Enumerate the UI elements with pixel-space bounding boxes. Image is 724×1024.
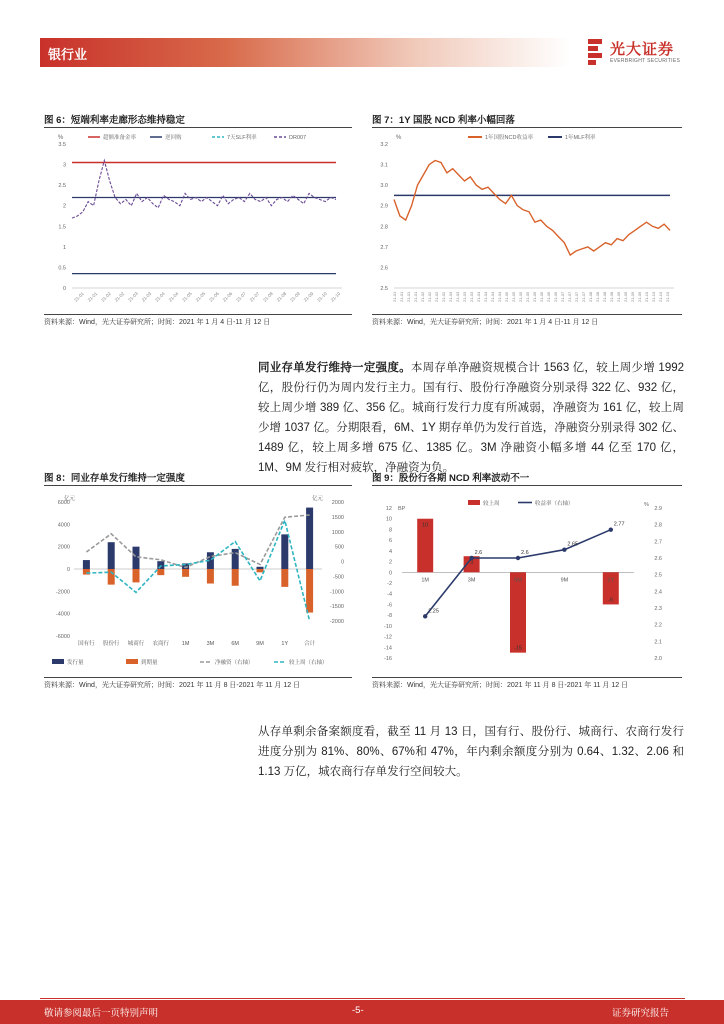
fig8-bar-maturity [157,569,164,575]
fig9-chart [372,488,682,676]
fig9-xtick-label: 6M [514,577,522,584]
fig7-xtick-label: 21-01 [406,291,411,302]
fig8-ytick-left: 4000 [57,522,70,529]
fig6-ytick-label: 2 [62,203,66,210]
fig7-xtick-label: 21-10 [658,291,663,302]
fig9-ytick-right: 2.5 [654,572,662,579]
fig7-xtick-label: 21-10 [665,291,670,302]
fig7-xtick-label: 21-04 [490,291,495,302]
brand-name: 光大证券 [610,41,675,58]
fig8-xtick-label: 9M [256,641,264,647]
fig8-xtick-label: 3M [206,641,215,647]
fig9-ytick-left: 0 [388,570,392,577]
fig6-ytick-label: 0 [62,286,66,292]
fig7-xtick-label: 21-03 [448,291,453,302]
fig7-xtick-label: 21-02 [434,291,439,302]
fig9-ytick-left: -6 [387,602,392,609]
fig6-xtick-label: 21-08 [262,291,274,303]
fig8-ytick-right: 2000 [331,500,344,506]
fig9-line-data-label: 2.6 [474,550,483,556]
fig7-xtick-label: 21-06 [553,291,558,302]
fig9-ytick-right: 2.4 [654,589,662,596]
fig8-line-net-financing [86,515,309,568]
fig6-xtick-label: 21-04 [167,291,180,303]
fig9-ytick-left: -2 [387,581,392,587]
fig6-xtick-label: 21-02 [100,291,112,303]
fig6-chart [44,130,354,313]
fig6-xtick-label: 21-10 [329,291,342,303]
fig6-xtick-label: 21-06 [221,291,234,303]
fig9-title-rule [372,485,682,486]
brand-logo-icon [588,39,602,65]
fig6-title-rule [44,127,352,128]
fig9-title: 图 9：股份行各期 NCD 利率波动不一 [372,473,530,484]
fig6-title: 图 6：短端利率走廊形态维持稳定 [44,115,185,126]
fig9-ytick-left: 12 [385,506,392,512]
fig6-ytick-label: 1 [62,244,66,251]
fig7-ytick-label: 3.2 [380,142,388,148]
fig8-unit-right: 亿元 [312,496,324,502]
fig6-xtick-label: 21-08 [275,291,288,303]
fig9-ytick-right: 2.7 [654,539,662,546]
fig7-xtick-label: 21-09 [623,291,628,302]
fig9-ytick-right: 2.6 [654,556,662,562]
fig8-legend-label: 发行量 [67,660,84,666]
fig6-ytick-label: 0.5 [58,265,66,272]
paragraph-ncd-quota: 从存单剩余备案额度看，截至 11 月 13 日，国有行、股份行、城商行、农商行发行进度分别为 81%、80%、67%和 47%，年内剩余额度分别为 0.64、1.32、2.06 和 1.13 万亿，城农商行存单发行空间较大。 [258,726,684,778]
fig8-bar-maturity [133,569,140,582]
fig9-ytick-left: -12 [384,634,392,641]
fig7-ytick-label: 2.9 [380,203,388,210]
fig9-ytick-left: -10 [384,623,392,630]
footer-rule [40,998,685,999]
fig8-xtick-label: 城商行 [127,641,145,647]
fig9-xtick-label: 1M [421,577,430,584]
fig7-xtick-label: 21-02 [427,291,432,302]
fig9-ytick-left: 4 [388,548,392,555]
fig8-legend-label: 净融资（右轴） [215,660,254,666]
fig9-ytick-left: -4 [387,591,392,598]
fig7-xtick-label: 21-07 [581,291,586,302]
fig6-xtick-label: 21-01 [73,291,85,303]
section-title: 银行业 [48,47,88,62]
fig9-bottom-rule [372,677,682,678]
fig9-line-data-label: 2.65 [567,541,579,548]
fig8-bar-maturity [232,569,239,586]
fig8-ytick-left: 0 [66,567,70,573]
fig9-ytick-right: 2.3 [654,606,662,612]
fig9-legend-swatch [468,500,480,505]
fig9-ytick-right: 2.0 [654,656,662,662]
fig9-unit-right: % [644,502,649,508]
fig6-xtick-label: 21-09 [302,291,315,303]
fig6-xtick-label: 21-07 [248,291,261,303]
fig8-bar-issuance [108,542,115,569]
fig7-xtick-label: 21-04 [483,291,488,302]
fig6-xtick-label: 21-05 [194,291,207,303]
fig9-line-point [423,614,427,618]
fig8-bar-issuance [83,560,90,569]
fig8-unit-left: 亿元 [64,496,76,502]
fig8-xtick-label: 国有行 [78,641,95,647]
fig9-xtick-label: 3M [467,577,476,584]
fig7-xtick-label: 21-10 [644,291,649,302]
fig9-bar-wow-change [510,572,526,652]
fig8-bar-issuance [281,534,288,569]
fig9-source: 资料来源：Wind，光大证券研究所；时间：2021 年 11 月 8 日-2021 年 11 月 12 日 [372,682,629,689]
fig7-xtick-label: 21-05 [511,291,516,302]
fig8-bar-maturity [207,569,214,584]
fig6-bottom-rule [44,314,352,315]
fig9-line-data-label: 2.77 [613,521,625,528]
fig7-chart [372,130,682,313]
fig8-bar-issuance [232,549,239,569]
fig7-series-ncd [394,161,670,256]
fig9-line-point [609,527,613,531]
fig8-xtick-label: 6M [231,641,240,647]
fig9-bar-data-label: -15 [514,645,522,652]
fig7-title: 图 7：1Y 国股 NCD 利率小幅回落 [372,115,515,126]
fig6-source: 资料来源：Wind，光大证券研究所；时间：2021 年 1 月 4 日-11 月 12 日 [44,319,271,326]
fig7-xtick-label: 21-08 [602,291,607,302]
fig8-xtick-label: 1M [181,641,190,647]
fig8-ytick-right: 1000 [331,529,344,536]
fig8-xtick-label: 合计 [304,641,316,647]
fig8-ytick-right: -2000 [329,619,344,626]
fig7-ytick-label: 3.0 [380,183,388,190]
fig7-bottom-rule [372,314,682,315]
fig7-legend-label: 1年国股NCD收益率 [485,135,533,141]
fig9-ytick-left: 2 [388,559,392,566]
fig6-xtick-label: 21-03 [127,291,139,303]
fig8-bar-maturity [281,569,288,587]
fig9-line-point [469,556,473,560]
fig7-xtick-label: 21-10 [651,291,656,302]
fig6-ytick-label: 2.5 [58,183,66,190]
fig7-xtick-label: 21-06 [546,291,551,302]
fig9-xtick-label: 9M [560,577,569,584]
fig7-xtick-label: 21-07 [574,291,579,302]
brand-logo [588,36,698,70]
fig8-ytick-right: -500 [332,574,344,581]
fig6-legend-label: 7天SLF利率 [227,135,257,141]
fig7-xtick-label: 21-06 [532,291,537,302]
fig9-line-point [516,556,520,560]
fig7-legend-label: 1年MLF利率 [565,135,596,141]
fig8-chart [44,488,354,676]
fig9-ytick-left: 6 [388,538,392,545]
fig7-xtick-label: 21-08 [588,291,593,302]
fig8-ytick-right: -1500 [329,604,344,611]
fig9-ytick-left: -8 [387,613,392,620]
fig7-ytick-label: 2.8 [380,224,388,231]
fig9-legend-label: 较上周 [483,501,500,507]
fig8-bar-maturity [108,569,115,585]
fig7-xtick-label: 21-03 [462,291,467,302]
fig6-unit-label: % [58,135,64,141]
fig7-xtick-label: 21-04 [497,291,502,302]
fig9-unit-left: BP [398,506,406,512]
fig7-unit-label: % [396,135,402,141]
fig8-ytick-right: -1000 [329,589,344,596]
fig8-ytick-left: -6000 [55,634,70,640]
fig7-xtick-label: 21-02 [441,291,446,302]
fig8-bar-maturity [182,569,189,577]
fig7-xtick-label: 21-09 [630,291,635,302]
fig7-xtick-label: 21-04 [476,291,481,302]
fig6-xtick-label: 21-03 [140,291,153,303]
fig7-xtick-label: 21-05 [525,291,530,302]
fig7-ytick-label: 3.1 [380,162,388,169]
fig9-line-data-label: 2.25 [428,608,439,615]
fig7-ytick-label: 2.5 [380,286,388,292]
footer-report-type: 证券研究报告 [612,1008,670,1019]
fig8-xtick-label: 1Y [281,641,289,647]
fig7-xtick-label: 21-08 [609,291,614,302]
fig7-xtick-label: 21-01 [413,291,418,302]
fig7-xtick-label: 21-03 [469,291,474,302]
fig6-legend-label: DR007 [289,135,307,141]
fig9-ytick-left: 10 [385,516,392,523]
fig8-ytick-left: 2000 [57,544,70,551]
fig8-bar-maturity [306,569,313,613]
fig6-xtick-label: 21-07 [235,291,247,303]
fig9-legend-label: 收益率（右轴） [535,501,574,507]
fig8-ytick-left: -4000 [55,611,70,618]
paragraph-body: 本周存单净融资规模合计 1563 亿，较上周少增 1992 亿，股份行仍为周内发行主力。国有行、股份行净融资分别录得 322 亿、932 亿，较上周少增 389 亿、356 亿。城商行发行力度有所减弱，净融资为 161 亿，较上周少增 1037 亿。分期限看，6M、1Y 期存单仍为发行首选，净融资分别录得 302 亿、1489 亿，较上周多增 675 亿、1385 亿。3M 净融资小幅多增 44 亿至 170 亿，1M、9M 发行相对疲软，净融资为负。 [258,362,685,474]
footer-disclaimer: 敬请参阅最后一页特别声明 [44,1008,159,1019]
fig7-ytick-label: 2.7 [380,244,388,251]
fig6-xtick-label: 21-10 [316,291,328,303]
brand-sub: EVERBRIGHT SECURITIES [610,58,681,64]
fig9-line-point [562,547,566,551]
paragraph-lead: 同业存单发行维持一定强度。 [258,362,411,374]
fig7-ytick-label: 2.6 [380,265,388,272]
fig9-bar-data-label: 3 [470,560,474,567]
fig8-xtick-label: 股份行 [102,641,120,647]
fig6-xtick-label: 21-06 [208,291,220,303]
fig7-xtick-label: 21-02 [420,291,425,302]
fig9-ytick-left: -14 [384,645,392,652]
fig7-xtick-label: 21-01 [392,291,397,302]
paragraph-ncd-issuance [258,358,684,478]
fig8-source: 资料来源：Wind，光大证券研究所；时间：2021 年 11 月 8 日-2021 年 11 月 12 日 [44,682,301,689]
fig9-ytick-right: 2.2 [654,622,662,629]
fig7-xtick-label: 21-06 [539,291,544,302]
fig7-xtick-label: 21-08 [595,291,600,302]
fig8-title-rule [44,485,352,486]
fig6-xtick-label: 21-01 [86,291,99,303]
fig8-xtick-label: 农商行 [152,641,170,647]
fig6-xtick-label: 21-09 [289,291,301,303]
fig7-title-rule [372,127,682,128]
fig9-ytick-right: 2.1 [654,639,662,646]
fig6-xtick-label: 21-04 [154,291,166,303]
fig7-xtick-label: 21-01 [399,291,404,302]
fig8-legend-swatch [126,659,138,664]
fig8-ytick-right: 500 [334,544,344,551]
fig7-xtick-label: 21-07 [567,291,572,302]
footer-page-number: -5- [352,1005,364,1016]
fig7-xtick-label: 21-05 [518,291,523,302]
fig8-legend-swatch [52,659,64,664]
fig9-line-data-label: 2.6 [521,550,529,556]
fig7-xtick-label: 21-07 [560,291,565,302]
fig7-xtick-label: 21-03 [455,291,460,302]
fig9-bar-data-label: -6 [608,597,614,604]
fig9-ytick-left: -16 [384,656,392,662]
fig9-ytick-left: 8 [388,527,392,534]
fig8-legend-label: 较上周（右轴） [289,660,328,666]
fig9-ytick-right: 2.9 [654,506,662,512]
fig7-xtick-label: 21-09 [637,291,642,302]
fig9-xtick-label: 1Y [607,577,615,584]
fig7-source: 资料来源：Wind，光大证券研究所；时间：2021 年 1 月 4 日-11 月 12 日 [372,319,599,326]
fig8-bar-maturity [257,569,264,572]
fig6-series-dr007 [72,161,336,219]
fig8-legend-label: 到期量 [141,660,158,666]
fig8-ytick-right: 0 [340,559,344,566]
fig6-ytick-label: 3 [62,162,66,169]
fig8-bottom-rule [44,677,352,678]
fig6-legend-label: 超额准备金率 [103,135,137,141]
fig8-ytick-right: 1500 [331,514,344,521]
fig8-bar-issuance [257,567,264,569]
fig6-ytick-label: 3.5 [58,142,66,148]
fig6-legend-label: 逆回购 [165,135,182,141]
fig8-ytick-left: 6000 [57,500,70,506]
fig9-ytick-right: 2.8 [654,522,662,529]
fig8-ytick-left: -2000 [55,589,70,596]
fig7-xtick-label: 21-09 [616,291,621,302]
header-band [40,38,570,67]
fig6-ytick-label: 1.5 [58,224,66,231]
fig8-title: 图 8：同业存单发行维持一定强度 [44,473,185,484]
fig6-xtick-label: 21-05 [181,291,193,303]
fig7-xtick-label: 21-05 [504,291,509,302]
fig9-bar-data-label: 10 [422,522,429,529]
fig6-xtick-label: 21-02 [113,291,126,303]
fig8-bar-issuance [306,508,313,569]
